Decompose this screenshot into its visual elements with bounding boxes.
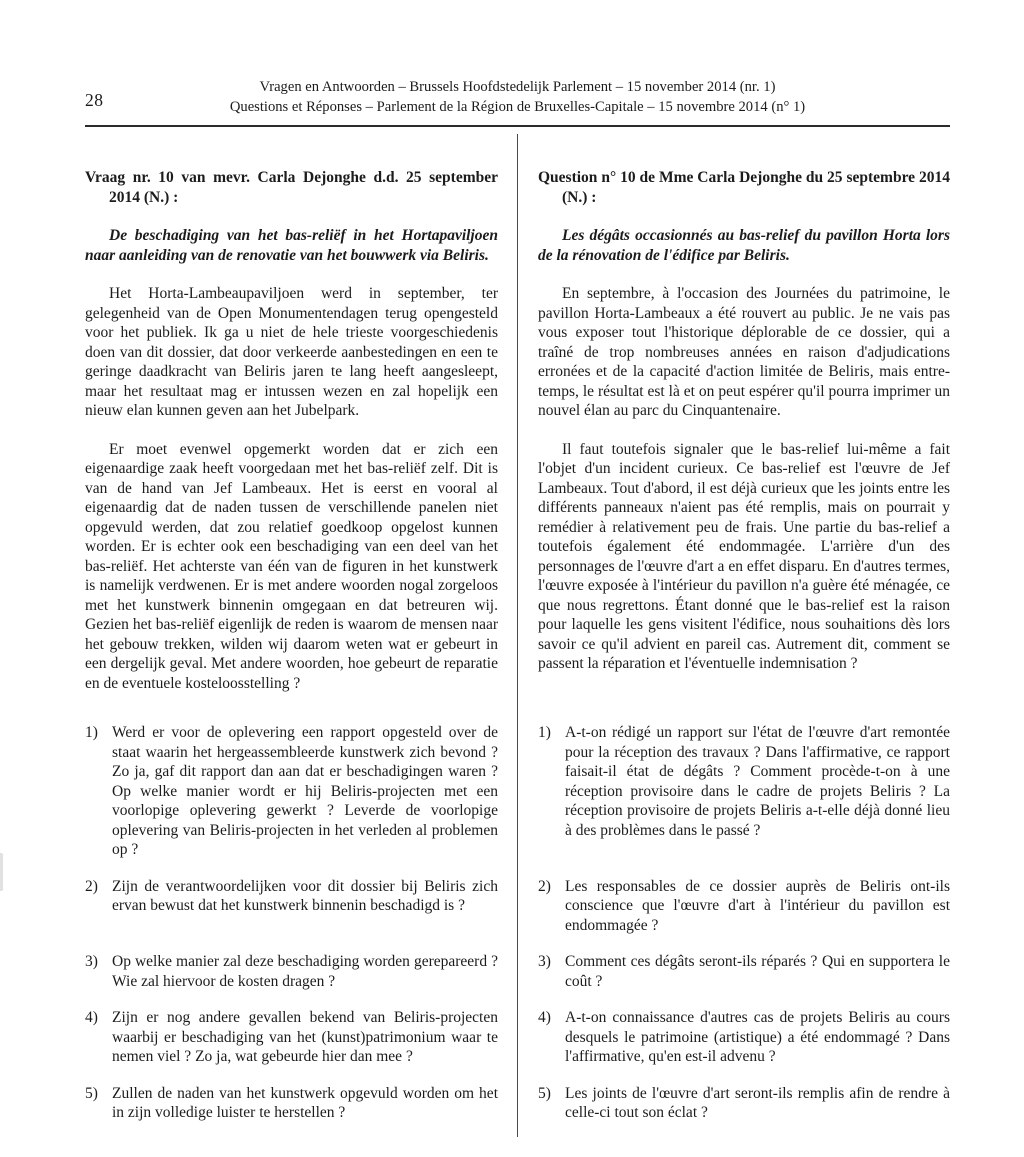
question-text: Werd er voor de oplevering een rapport opgesteld over de staat waarin het hergeassembleerde kunstwerk zich bevond ? Zo ja, gaf dit rapport dan aan dat er beschadigingen waren ? Op welke manier wordt er hij Beliris-projecten met een voorlopige oplevering gewerkt ? Leverde de voorlopige oplevering van Beliris-projecten in het verleden al problemen op ? — [112, 724, 498, 858]
question-item-nl-1 — [85, 723, 498, 860]
question-number: 5) — [538, 1084, 551, 1102]
column-gap — [498, 168, 538, 207]
column-gap — [498, 952, 538, 991]
question-heading-fr: Question n° 10 de Mme Carla Dejonghe du 25 septembre 2014 (N.) : — [538, 169, 950, 206]
question-item-fr-1 — [538, 723, 950, 860]
question-text: Zijn de verantwoordelijken voor dit dossier bij Beliris zich ervan bewust dat het kunstwerk binnenin beschadigd is ? — [112, 877, 498, 914]
question-item-fr-3 — [538, 952, 950, 991]
question-text: Zullen de naden van het kunstwerk opgevuld worden om het in zijn volledige luister te herstellen ? — [112, 1084, 498, 1121]
running-title-dutch: Vragen en Antwoorden – Brussels Hoofdstedelijk Parlement – 15 november 2014 (nr. 1) — [259, 79, 776, 95]
question-item-fr-5 — [538, 1084, 950, 1123]
question-item-nl-2 — [85, 877, 498, 936]
question-item-nl-3 — [85, 952, 498, 991]
column-gap — [498, 440, 538, 694]
question-number: 1) — [538, 724, 551, 741]
question-text: A-t-on connaissance d'autres cas de projets Beliris au cours desquels le patrimoine (artistique) a été endommagé ? Dans l'affirmative, qu'en est-il advenu ? — [565, 1009, 950, 1065]
column-gap — [498, 723, 538, 860]
column-gap — [498, 877, 538, 936]
column-gap — [498, 1084, 538, 1123]
column-divider — [517, 134, 518, 1137]
body-paragraph-nl-2: Er moet evenwel opgemerkt worden dat er zich een eigenaardige zaak heeft voorgedaan met het bas-reliëf zelf. Dit is van de hand van Jef Lambeaux. Het is eerst en vooral al eigenaardig dat de naden tussen de verschillende panelen niet opgevuld werden, dat zou relatief goedkoop opgelost kunnen worden. Er is echter ook een beschadiging van een deel van het bas-reliëf. Het achterste van één van de figuren in het kunstwerk is namelijk verdwenen. Er is met andere woorden nogal zorgeloos met het kunstwerk binnenin omgegaan en dat betreuren wij. Gezien het bas-reliëf eigenlijk de reden is waarom de mensen naar het gebouw trekken, wilden wij daarom weten wat er gebeurt in een dergelijk geval. Met andere woorden, hoe gebeurt de reparatie en de eventuele kosteloosstelling ? — [85, 440, 498, 692]
question-text: Op welke manier zal deze beschadiging worden gerepareerd ? Wie zal hiervoor de kosten dragen ? — [112, 953, 498, 990]
running-title-french: Questions et Réponses – Parlement de la Région de Bruxelles-Capitale – 15 novembre 2014 (n° 1) — [229, 98, 806, 115]
question-number: 4) — [85, 1009, 98, 1026]
question-number: 1) — [85, 724, 98, 741]
question-number: 3) — [85, 953, 98, 970]
column-french — [538, 168, 950, 207]
scan-artifact — [0, 853, 3, 891]
column-dutch — [85, 168, 498, 207]
question-heading-nl: Vraag nr. 10 van mevr. Carla Dejonghe d.d. 25 september 2014 (N.) : — [85, 169, 498, 206]
question-number: 2) — [85, 877, 98, 895]
running-title — [85, 78, 950, 117]
page-header — [85, 78, 950, 122]
question-subject-nl: De beschadiging van het bas-reliëf in het Hortapaviljoen naar aanleiding van de renovatie van het bouwwerk via Beliris. — [85, 227, 498, 264]
question-number: 4) — [538, 1009, 551, 1026]
page-number: 28 — [85, 90, 104, 110]
question-text: Les responsables de ce dossier auprès de Beliris ont-ils conscience que l'œuvre d'art à l'intérieur du pavillon est endommagée ? — [565, 877, 950, 934]
question-item-nl-5 — [85, 1084, 498, 1123]
question-item-fr-4 — [538, 1008, 950, 1067]
body-paragraph-fr-2: Il faut toutefois signaler que le bas-relief lui-même a fait l'objet d'un incident curieux. Ce bas-relief est l'œuvre de Jef Lambeaux. Tout d'abord, il est déjà curieux que les joints entre les différents panneaux n'aient pas été remplis, mais on pourrait y remédier à relativement peu de frais. Une partie du bas-relief a toutefois également été endommagée. L'arrière d'un des personnages de l'œuvre d'art a en effet disparu. En d'autres termes, l'œuvre exposée à l'intérieur du pavillon n'a guère été ménagée, ce que nous regrettons. Étant donné que le bas-relief est la raison pour laquelle les gens visitent l'édifice, nous souhaitions dès lors savoir ce qu'il advient en pareil cas. Autrement dit, comment se passent la réparation et l'éventuelle indemnisation ? — [538, 440, 950, 672]
question-number: 3) — [538, 953, 551, 970]
column-gap — [498, 226, 538, 265]
body-paragraph-fr-1: En septembre, à l'occasion des Journées du patrimoine, le pavillon Horta-Lambeaux a été rouvert au public. Je ne vais pas vous exposer tout l'historique déplorable de ce dossier, qui a traîné de trop nombreuses années en raison d'adjudications erronées et de la capacité d'action limitée de Beliris, mais entre-temps, le résultat est là et on peut espérer qu'il pourra imprimer un nouvel élan au parc du Cinquantenaire. — [538, 285, 950, 419]
question-item-fr-2 — [538, 877, 950, 936]
column-gap — [498, 284, 538, 421]
question-text: Zijn er nog andere gevallen bekend van Beliris-projecten waarbij er beschadiging van het (kunst)patrimonium waar te nemen viel ? Zo ja, wat gebeurde hier dan mee ? — [112, 1009, 498, 1065]
question-text: Les joints de l'œuvre d'art seront-ils remplis afin de rendre à celle-ci tout son éclat ? — [565, 1084, 950, 1121]
question-subject-fr: Les dégâts occasionnés au bas-relief du pavillon Horta lors de la rénovation de l'édifice par Beliris. — [538, 227, 950, 264]
question-text: Comment ces dégâts seront-ils réparés ? Qui en supportera le coût ? — [565, 953, 950, 990]
two-column-content — [85, 168, 950, 1123]
question-number: 2) — [538, 877, 551, 895]
question-number: 5) — [85, 1084, 98, 1102]
header-rule — [85, 125, 950, 127]
question-text: A-t-on rédigé un rapport sur l'état de l'œuvre d'art remontée pour la réception des travaux ? Dans l'affirmative, ce rapport faisait-il état de dégâts ? Comment procède-t-on à une réception provisoire dans le cadre de projets Beliris ? La réception provisoire de projets Beliris a-t-elle déjà donné lieu à des problèmes dans le passé ? — [565, 724, 950, 839]
question-item-nl-4 — [85, 1008, 498, 1067]
column-gap — [498, 1008, 538, 1067]
body-paragraph-nl-1: Het Horta-Lambeaupaviljoen werd in september, ter gelegenheid van de Open Monumentendagen terug opengesteld voor het publiek. Ik ga u niet de hele trieste voorgeschiedenis doen van dit dossier, dat door verkeerde aanbestedingen en een te geringe daadkracht van Beliris jaren te lang heeft aangesleept, maar het resultaat mag er intussen wezen en zal hopelijk een nieuw elan kunnen geven aan het Jubelpark. — [85, 285, 498, 419]
